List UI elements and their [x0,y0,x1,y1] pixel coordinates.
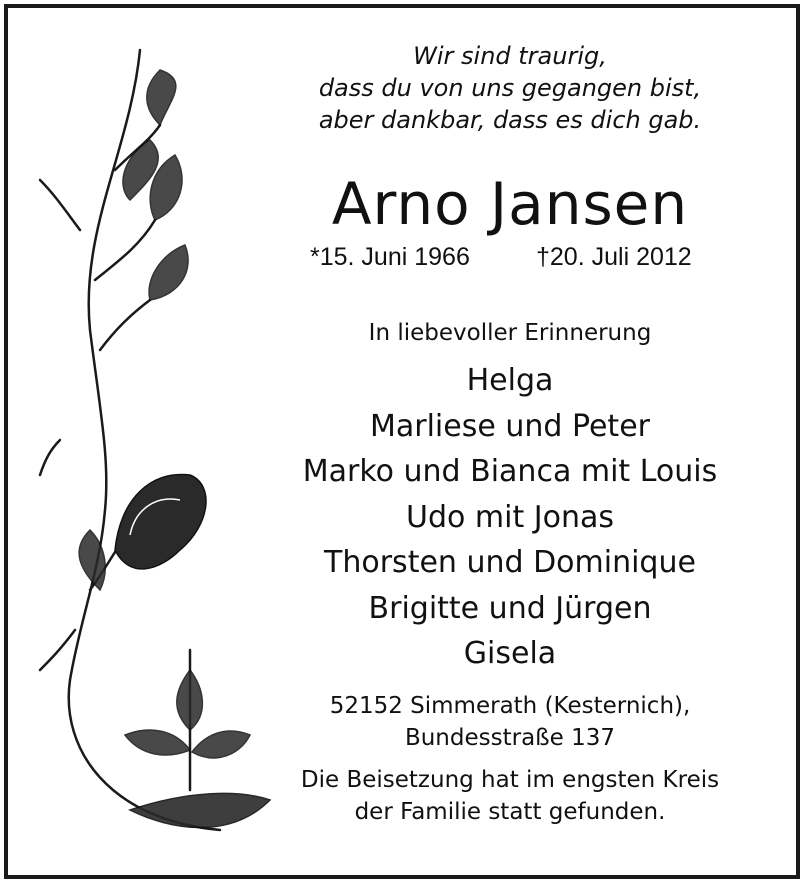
rose-branch-icon [20,30,290,850]
funeral-note-line: der Familie statt gefunden. [354,799,666,825]
quote-line: Wir sind traurig, [413,42,607,70]
funeral-note [290,764,730,828]
mourner-line: Thorsten und Dominique [324,545,696,580]
birth-date: *15. Juni 1966 [310,243,470,271]
funeral-note-line: Die Beisetzung hat im engsten Kreis [300,767,720,793]
mourner-line: Marko und Bianca mit Louis [302,454,718,489]
mourner-line: Gisela [463,636,557,671]
birth-star-icon: * [310,243,320,271]
address-block [290,690,730,754]
address-line: Bundesstraße 137 [404,725,616,751]
mourner-line: Udo mit Jonas [406,499,614,535]
mourners-list [290,358,730,677]
address-line: 52152 Simmerath (Kesternich), [329,693,691,719]
mourner-line: Marliese und Peter [370,408,650,444]
quote-line: aber dankbar, dass es dich gab. [318,106,702,134]
mourner-line: Helga [466,363,554,398]
quote-line: dass du von uns gegangen bist, [318,74,702,102]
death-date: †20. Juli 2012 [536,243,692,271]
mourner-line: Brigitte und Jürgen [368,590,652,626]
remembrance-intro: In liebevoller Erinnerung [368,320,652,346]
cross-icon: † [536,243,550,271]
deceased-name: Arno Jansen [331,170,689,238]
quote-block [290,40,730,136]
